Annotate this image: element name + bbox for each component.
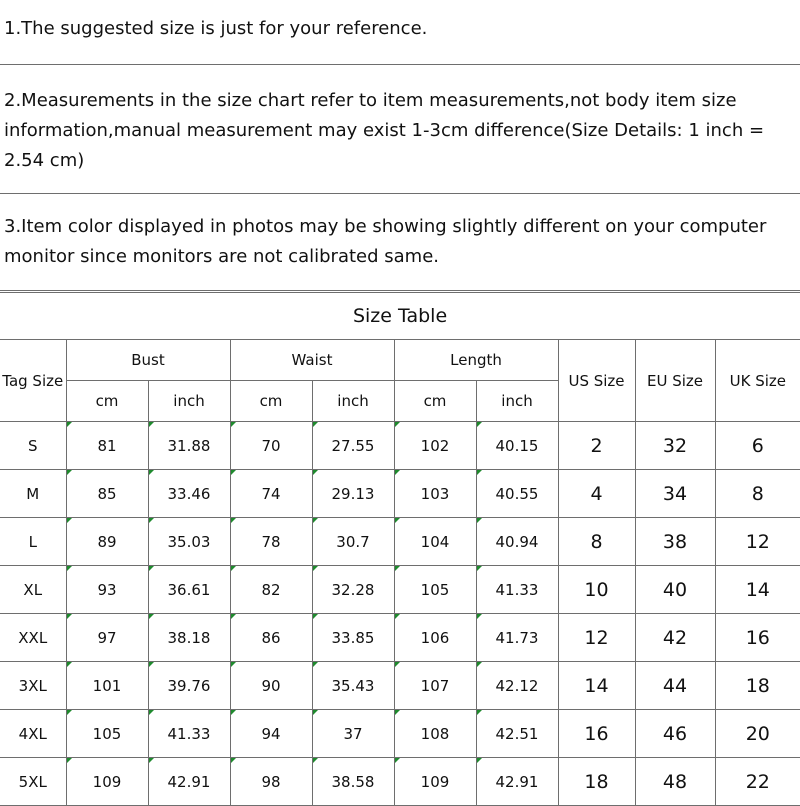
tag-size-cell-value: XL: [23, 580, 43, 599]
tag-size-cell-value: 5XL: [18, 772, 47, 791]
bust-inch-cell: [148, 470, 230, 518]
length-inch-cell: [476, 470, 558, 518]
waist-cm-cell-value: 82: [261, 580, 281, 599]
length-cm-cell: [394, 614, 476, 662]
waist-inch-cell-value: 35.43: [331, 676, 375, 695]
length-inch-cell-value: 41.73: [495, 628, 539, 647]
corner-mark-icon: [67, 566, 72, 571]
corner-mark-icon: [313, 758, 318, 763]
bust-inch-cell-value: 31.88: [167, 436, 211, 455]
tag-size-cell-value: S: [27, 436, 38, 455]
corner-mark-icon: [477, 422, 482, 427]
tag-size-cell: [0, 518, 66, 566]
tag-size-header: Tag Size: [0, 340, 66, 422]
length-cm-cell-value: 108: [420, 724, 450, 743]
note-3: [0, 194, 800, 291]
length-cm-cell-value: 105: [420, 580, 450, 599]
waist-cm-cell: [230, 566, 312, 614]
reference-notes: [0, 0, 800, 291]
waist-inch-cell: [312, 710, 394, 758]
corner-mark-icon: [313, 710, 318, 715]
eu-size-cell: [635, 566, 715, 614]
length-inch-cell: [476, 518, 558, 566]
corner-mark-icon: [395, 422, 400, 427]
bust-cm-cell: [66, 470, 148, 518]
waist-inch-cell-value: 29.13: [331, 484, 375, 503]
unit-header: cm: [230, 381, 312, 422]
corner-mark-icon: [313, 614, 318, 619]
eu-size-cell-value: 38: [662, 530, 688, 553]
us-size-cell-value: 8: [590, 530, 603, 553]
waist-cm-cell-value: 94: [261, 724, 281, 743]
bust-inch-cell-value: 36.61: [167, 580, 211, 599]
eu-size-cell: [635, 470, 715, 518]
tag-size-cell-value: 4XL: [18, 724, 47, 743]
bust-cm-cell: [66, 566, 148, 614]
bust-inch-cell-value: 41.33: [167, 724, 211, 743]
length-inch-cell-value: 40.55: [495, 484, 539, 503]
corner-mark-icon: [477, 710, 482, 715]
us-size-cell: [558, 758, 635, 806]
tag-size-cell: [0, 710, 66, 758]
waist-inch-cell-value: 32.28: [331, 580, 375, 599]
bust-cm-cell-value: 85: [97, 484, 117, 503]
corner-mark-icon: [149, 518, 154, 523]
bust-inch-cell-value: 35.03: [167, 532, 211, 551]
corner-mark-icon: [231, 710, 236, 715]
uk-size-cell-value: 22: [745, 770, 770, 793]
tag-size-cell: [0, 758, 66, 806]
bust-cm-cell: [66, 758, 148, 806]
bust-cm-cell-value: 93: [97, 580, 117, 599]
tag-size-cell-value: XXL: [18, 628, 48, 647]
bust-cm-cell-value: 105: [92, 724, 122, 743]
corner-mark-icon: [231, 518, 236, 523]
corner-mark-icon: [231, 758, 236, 763]
us-size-cell: [558, 710, 635, 758]
tag-size-cell: [0, 566, 66, 614]
us-size-cell-value: 14: [584, 674, 609, 697]
table-title: Size Table: [0, 293, 800, 340]
waist-cm-cell: [230, 422, 312, 470]
bust-cm-cell-value: 101: [92, 676, 122, 695]
length-cm-cell: [394, 566, 476, 614]
corner-mark-icon: [231, 470, 236, 475]
length-cm-cell: [394, 422, 476, 470]
us-size-cell-value: 12: [584, 626, 609, 649]
uk-size-cell: [715, 566, 800, 614]
length-cm-cell-value: 106: [420, 628, 450, 647]
waist-cm-cell-value: 78: [261, 532, 281, 551]
corner-mark-icon: [395, 758, 400, 763]
corner-mark-icon: [149, 662, 154, 667]
corner-mark-icon: [149, 710, 154, 715]
length-inch-cell: [476, 758, 558, 806]
length-inch-cell-value: 40.94: [495, 532, 539, 551]
corner-mark-icon: [231, 662, 236, 667]
length-inch-cell-value: 41.33: [495, 580, 539, 599]
unit-header: inch: [476, 381, 558, 422]
eu-size-cell: [635, 758, 715, 806]
eu-size-cell: [635, 614, 715, 662]
corner-mark-icon: [313, 422, 318, 427]
corner-mark-icon: [67, 662, 72, 667]
bust-inch-cell: [148, 710, 230, 758]
note-3-text: 3.Item color displayed in photos may be showing slightly different on your computer monitor since monitors are not calibrated same.: [4, 216, 767, 267]
bust-inch-cell: [148, 758, 230, 806]
corner-mark-icon: [67, 710, 72, 715]
waist-cm-cell-value: 70: [261, 436, 281, 455]
eu-size-cell: [635, 662, 715, 710]
length-inch-cell: [476, 614, 558, 662]
corner-mark-icon: [395, 662, 400, 667]
uk-size-header: UK Size: [715, 340, 800, 422]
unit-header: cm: [394, 381, 476, 422]
waist-inch-cell: [312, 662, 394, 710]
waist-cm-cell: [230, 614, 312, 662]
bust-cm-cell-value: 81: [97, 436, 117, 455]
table-row: [0, 470, 800, 518]
eu-size-cell-value: 48: [662, 770, 688, 793]
length-inch-cell: [476, 566, 558, 614]
waist-inch-cell-value: 38.58: [331, 772, 375, 791]
corner-mark-icon: [395, 518, 400, 523]
eu-size-cell-value: 34: [662, 482, 688, 505]
length-header: Length: [394, 340, 558, 381]
eu-size-cell-value: 42: [662, 626, 688, 649]
us-size-cell-value: 4: [590, 482, 603, 505]
us-size-cell: [558, 662, 635, 710]
bust-inch-cell-value: 38.18: [167, 628, 211, 647]
length-cm-cell-value: 102: [420, 436, 450, 455]
length-cm-cell: [394, 470, 476, 518]
uk-size-cell-value: 12: [745, 530, 770, 553]
corner-mark-icon: [477, 614, 482, 619]
us-size-cell: [558, 470, 635, 518]
waist-cm-cell-value: 98: [261, 772, 281, 791]
us-size-cell: [558, 614, 635, 662]
bust-cm-cell: [66, 422, 148, 470]
corner-mark-icon: [477, 518, 482, 523]
us-size-cell: [558, 422, 635, 470]
corner-mark-icon: [477, 758, 482, 763]
corner-mark-icon: [67, 470, 72, 475]
waist-inch-cell: [312, 758, 394, 806]
corner-mark-icon: [231, 422, 236, 427]
note-2: [0, 65, 800, 194]
table-row: [0, 710, 800, 758]
note-1: [0, 0, 800, 65]
uk-size-cell: [715, 518, 800, 566]
bust-cm-cell: [66, 518, 148, 566]
uk-size-cell-value: 18: [745, 674, 770, 697]
length-inch-cell: [476, 710, 558, 758]
corner-mark-icon: [67, 758, 72, 763]
us-size-cell-value: 2: [590, 434, 603, 457]
length-inch-cell: [476, 662, 558, 710]
length-cm-cell: [394, 662, 476, 710]
unit-header: cm: [66, 381, 148, 422]
waist-header: Waist: [230, 340, 394, 381]
waist-cm-cell-value: 74: [261, 484, 281, 503]
corner-mark-icon: [477, 470, 482, 475]
bust-inch-cell: [148, 566, 230, 614]
bust-inch-cell-value: 33.46: [167, 484, 211, 503]
uk-size-cell-value: 20: [745, 722, 770, 745]
uk-size-cell-value: 16: [745, 626, 770, 649]
note-2-text: 2.Measurements in the size chart refer to item measurements,not body item size information,manual measurement may exist 1-3cm difference(Size Details: 1 inch = 2.54 cm): [4, 90, 765, 171]
bust-cm-cell: [66, 710, 148, 758]
waist-inch-cell: [312, 614, 394, 662]
waist-cm-cell-value: 86: [261, 628, 281, 647]
waist-cm-cell-value: 90: [261, 676, 281, 695]
tag-size-cell: [0, 614, 66, 662]
table-row: [0, 758, 800, 806]
tag-size-cell: [0, 470, 66, 518]
us-size-cell: [558, 566, 635, 614]
size-table: [0, 292, 800, 806]
tag-size-cell-value: M: [26, 484, 40, 503]
eu-size-cell-value: 40: [662, 578, 688, 601]
table-row: [0, 566, 800, 614]
tag-size-cell: [0, 662, 66, 710]
tag-size-cell: [0, 422, 66, 470]
uk-size-cell: [715, 710, 800, 758]
length-cm-cell-value: 103: [420, 484, 450, 503]
length-cm-cell: [394, 518, 476, 566]
length-inch-cell-value: 42.51: [495, 724, 539, 743]
corner-mark-icon: [313, 470, 318, 475]
corner-mark-icon: [67, 614, 72, 619]
waist-cm-cell: [230, 758, 312, 806]
length-cm-cell-value: 109: [420, 772, 450, 791]
uk-size-cell: [715, 470, 800, 518]
bust-cm-cell: [66, 614, 148, 662]
eu-size-cell-value: 32: [662, 434, 688, 457]
waist-inch-cell: [312, 566, 394, 614]
uk-size-cell: [715, 758, 800, 806]
corner-mark-icon: [231, 566, 236, 571]
table-row: [0, 614, 800, 662]
corner-mark-icon: [149, 422, 154, 427]
table-row: [0, 518, 800, 566]
corner-mark-icon: [313, 566, 318, 571]
header-row-groups: [0, 340, 800, 381]
length-inch-cell-value: 40.15: [495, 436, 539, 455]
unit-header: inch: [148, 381, 230, 422]
corner-mark-icon: [477, 662, 482, 667]
eu-size-cell: [635, 710, 715, 758]
table-title-row: [0, 293, 800, 340]
corner-mark-icon: [231, 614, 236, 619]
us-size-cell-value: 16: [584, 722, 609, 745]
corner-mark-icon: [477, 566, 482, 571]
waist-inch-cell-value: 33.85: [331, 628, 375, 647]
table-row: [0, 662, 800, 710]
waist-inch-cell-value: 37: [343, 724, 363, 743]
corner-mark-icon: [149, 614, 154, 619]
waist-cm-cell: [230, 470, 312, 518]
bust-cm-cell-value: 97: [97, 628, 117, 647]
waist-inch-cell: [312, 518, 394, 566]
waist-cm-cell: [230, 518, 312, 566]
eu-size-cell-value: 46: [662, 722, 688, 745]
corner-mark-icon: [395, 566, 400, 571]
corner-mark-icon: [395, 470, 400, 475]
uk-size-cell-value: 6: [751, 434, 764, 457]
corner-mark-icon: [313, 518, 318, 523]
waist-inch-cell: [312, 470, 394, 518]
bust-cm-cell: [66, 662, 148, 710]
waist-cm-cell: [230, 662, 312, 710]
us-size-cell: [558, 518, 635, 566]
eu-size-cell: [635, 422, 715, 470]
corner-mark-icon: [67, 518, 72, 523]
bust-cm-cell-value: 109: [92, 772, 122, 791]
waist-cm-cell: [230, 710, 312, 758]
uk-size-cell: [715, 662, 800, 710]
uk-size-cell-value: 14: [745, 578, 770, 601]
waist-inch-cell-value: 30.7: [336, 532, 370, 551]
bust-inch-cell: [148, 662, 230, 710]
corner-mark-icon: [395, 710, 400, 715]
tag-size-cell-value: L: [28, 532, 37, 551]
size-rows: [0, 422, 800, 806]
bust-inch-cell: [148, 422, 230, 470]
length-cm-cell-value: 107: [420, 676, 450, 695]
waist-inch-cell: [312, 422, 394, 470]
eu-size-cell-value: 44: [662, 674, 688, 697]
us-size-header: US Size: [558, 340, 635, 422]
bust-header: Bust: [66, 340, 230, 381]
corner-mark-icon: [149, 470, 154, 475]
bust-inch-cell: [148, 614, 230, 662]
waist-inch-cell-value: 27.55: [331, 436, 375, 455]
bust-inch-cell-value: 39.76: [167, 676, 211, 695]
table-row: [0, 422, 800, 470]
eu-size-cell: [635, 518, 715, 566]
note-1-text: 1.The suggested size is just for your reference.: [4, 18, 428, 39]
us-size-cell-value: 10: [584, 578, 609, 601]
uk-size-cell-value: 8: [751, 482, 764, 505]
bust-inch-cell: [148, 518, 230, 566]
us-size-cell-value: 18: [584, 770, 609, 793]
length-inch-cell: [476, 422, 558, 470]
uk-size-cell: [715, 422, 800, 470]
uk-size-cell: [715, 614, 800, 662]
tag-size-cell-value: 3XL: [18, 676, 47, 695]
eu-size-header: EU Size: [635, 340, 715, 422]
length-cm-cell-value: 104: [420, 532, 450, 551]
corner-mark-icon: [313, 662, 318, 667]
corner-mark-icon: [67, 422, 72, 427]
corner-mark-icon: [395, 614, 400, 619]
bust-cm-cell-value: 89: [97, 532, 117, 551]
corner-mark-icon: [149, 566, 154, 571]
corner-mark-icon: [149, 758, 154, 763]
length-cm-cell: [394, 710, 476, 758]
length-cm-cell: [394, 758, 476, 806]
length-inch-cell-value: 42.12: [495, 676, 539, 695]
unit-header: inch: [312, 381, 394, 422]
length-inch-cell-value: 42.91: [495, 772, 539, 791]
bust-inch-cell-value: 42.91: [167, 772, 211, 791]
